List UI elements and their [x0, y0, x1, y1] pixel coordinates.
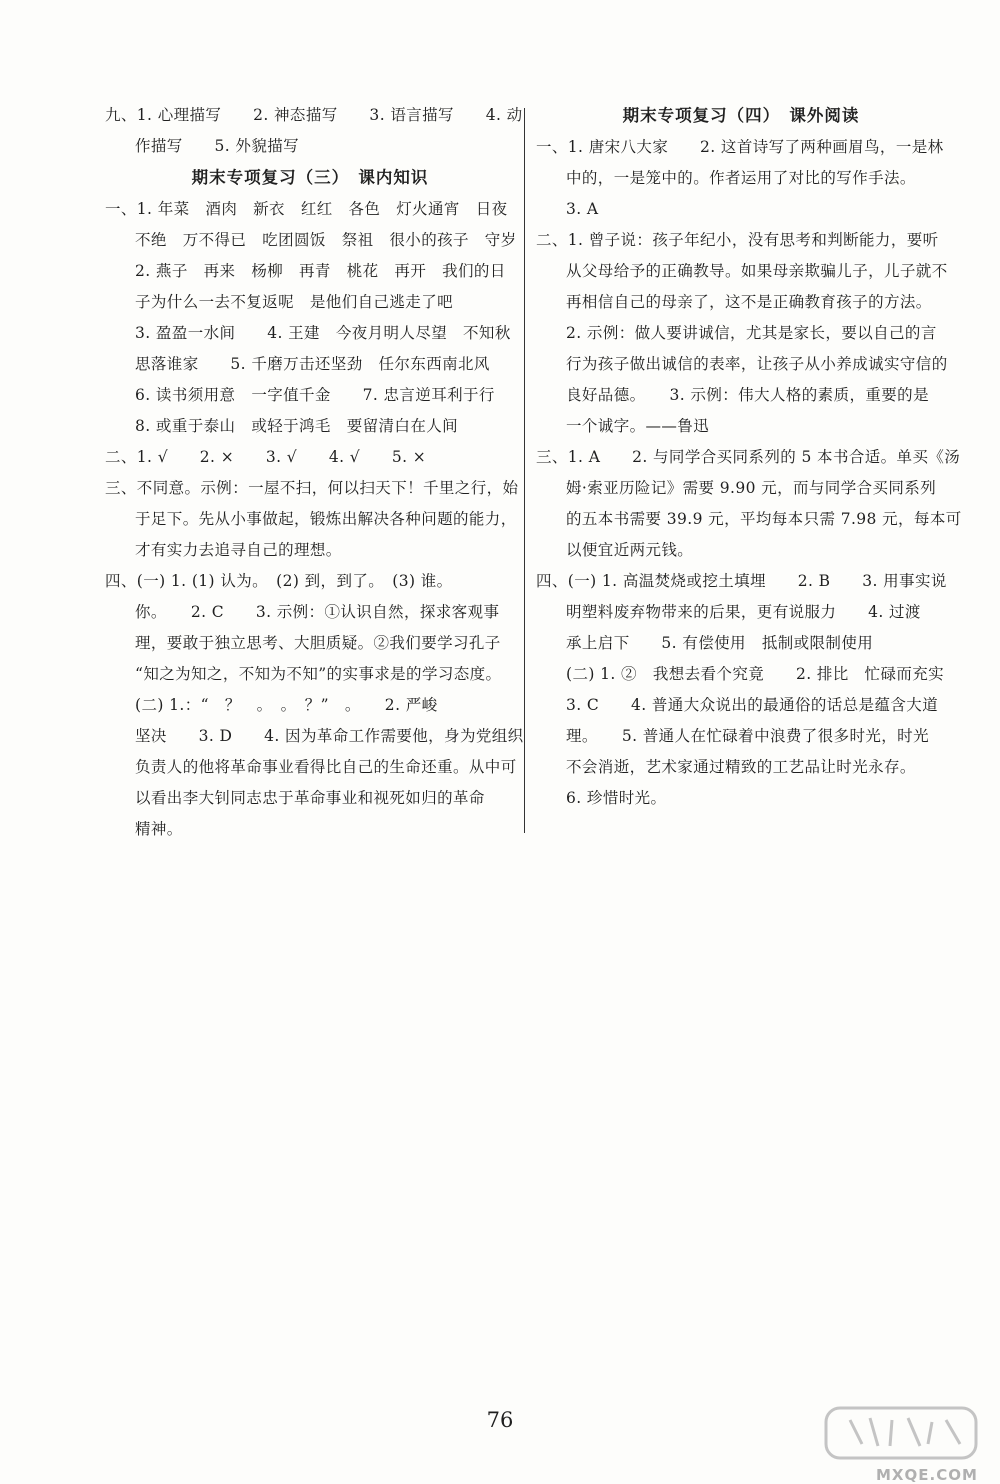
right-answer-line: 明塑料废弃物带来的后果，更有说服力 4. 过渡: [566, 603, 921, 621]
right-answer-line: 四、(一) 1. 高温焚烧或挖土填埋 2. B 3. 用事实说: [536, 572, 947, 590]
left-answer-line: 坚决 3. D 4. 因为革命工作需要他，身为党组织: [135, 727, 524, 745]
left-answer-line: 精神。: [135, 820, 183, 838]
right-answer-line: 再相信自己的母亲了，这不是正确教育孩子的方法。: [566, 293, 932, 311]
left-answer-line: 6. 读书须用意 一字值千金 7. 忠言逆耳利于行: [135, 386, 495, 404]
left-answer-line: 思落谁家 5. 千磨万击还坚劲 任尔东西南北风: [135, 355, 490, 373]
section-title: 期末专项复习（三） 课内知识: [191, 168, 429, 187]
right-answer-line: 以便宜近两元钱。: [566, 541, 694, 559]
right-answer-column: [536, 100, 962, 814]
right-answer-line: 3. C 4. 普通大众说出的最通俗的话总是蕴含大道: [566, 696, 939, 714]
right-answer-line: 6. 珍惜时光。: [566, 789, 667, 807]
right-answer-line: 不会消逝，艺术家通过精致的工艺品让时光永存。: [566, 758, 916, 776]
right-answer-line: (二) 1. ② 我想去看个究竟 2. 排比 忙碌而充实: [566, 665, 945, 683]
left-answer-line: 才有实力去追寻自己的理想。: [135, 541, 342, 559]
left-answer-line: 二、1. √ 2. × 3. √ 4. √ 5. ×: [105, 448, 427, 466]
left-answer-line: 九、1. 心理描写 2. 神态描写 3. 语言描写 4. 动: [105, 106, 523, 124]
left-answer-line: 一、1. 年菜 酒肉 新衣 红红 各色 灯火通宵 日夜: [105, 200, 508, 218]
right-answer-line: 二、1. 曾子说：孩子年纪小，没有思考和判断能力，要听: [536, 231, 939, 249]
right-answer-line: 从父母给予的正确教导。如果母亲欺骗儿子，儿子就不: [566, 262, 948, 280]
left-answer-column: [105, 100, 524, 845]
right-answer-line: 一、1. 唐宋八大家 2. 这首诗写了两种画眉鸟，一是林: [536, 138, 944, 156]
section-title: 期末专项复习（四） 课外阅读: [622, 106, 860, 125]
right-answer-line: 3. A: [566, 200, 599, 218]
left-answer-line: 于足下。先从小事做起，锻炼出解决各种问题的能力，: [135, 510, 517, 528]
left-answer-line: 四、(一) 1. (1) 认为。 (2) 到，到了。 (3) 谁。: [105, 572, 453, 590]
left-answer-line: 2. 燕子 再来 杨柳 再青 桃花 再开 我们的日: [135, 262, 506, 280]
left-answer-line: 理，要敢于独立思考、大胆质疑。②我们要学习孔子: [135, 634, 501, 652]
left-answer-line: 不绝 万不得已 吃团圆饭 祭祖 很小的孩子 守岁: [135, 231, 517, 249]
right-answer-line: 行为孩子做出诚信的表率，让孩子从小养成诚实守信的: [566, 355, 948, 373]
right-answer-line: 2. 示例：做人要讲诚信，尤其是家长，要以自己的言: [566, 324, 937, 342]
column-divider: [524, 108, 525, 833]
left-answer-line: “知之为知之，不知为不知”的实事求是的学习态度。: [135, 665, 502, 683]
right-answer-line: 中的，一是笼中的。作者运用了对比的写作手法。: [566, 169, 916, 187]
right-answer-line: 良好品德。 3. 示例：伟大人格的素质，重要的是: [566, 386, 929, 404]
left-answer-line: 作描写 5. 外貌描写: [135, 137, 300, 155]
left-answer-line: 子为什么一去不复返呢 是他们自己逃走了吧: [135, 293, 454, 311]
left-answer-line: 负责人的他将革命事业看得比自己的生命还重。从中可: [135, 758, 517, 776]
right-answer-line: 一个诚字。——鲁迅: [566, 417, 710, 435]
right-answer-line: 承上启下 5. 有偿使用 抵制或限制使用: [566, 634, 874, 652]
right-answer-line: 三、1. A 2. 与同学合买同系列的 5 本书合适。单买《汤: [536, 448, 961, 466]
right-answer-line: 理。 5. 普通人在忙碌着中浪费了很多时光，时光: [566, 727, 929, 745]
left-answer-line: (二) 1.：“ ？ 。 。 ？” 。 2. 严峻: [135, 696, 438, 714]
left-answer-line: 8. 或重于泰山 或轻于鸿毛 要留清白在人间: [135, 417, 459, 435]
left-answer-line: 以看出李大钊同志忠于革命事业和视死如归的革命: [135, 789, 485, 807]
page-number: 76: [486, 1408, 514, 1432]
left-answer-line: 三、不同意。示例：一屋不扫，何以扫天下！千里之行，始: [105, 479, 519, 497]
watermark-text: MXQE.COM: [876, 1466, 978, 1484]
left-answer-line: 你。 2. C 3. 示例：①认识自然，探求客观事: [135, 603, 500, 621]
right-answer-line: 姆·索亚历险记》需要 9.90 元，而与同学合买同系列: [566, 479, 937, 497]
left-answer-line: 3. 盈盈一水间 4. 王建 今夜月明人尽望 不知秋: [135, 324, 511, 342]
right-answer-line: 的五本书需要 39.9 元，平均每本只需 7.98 元，每本可: [566, 510, 962, 528]
